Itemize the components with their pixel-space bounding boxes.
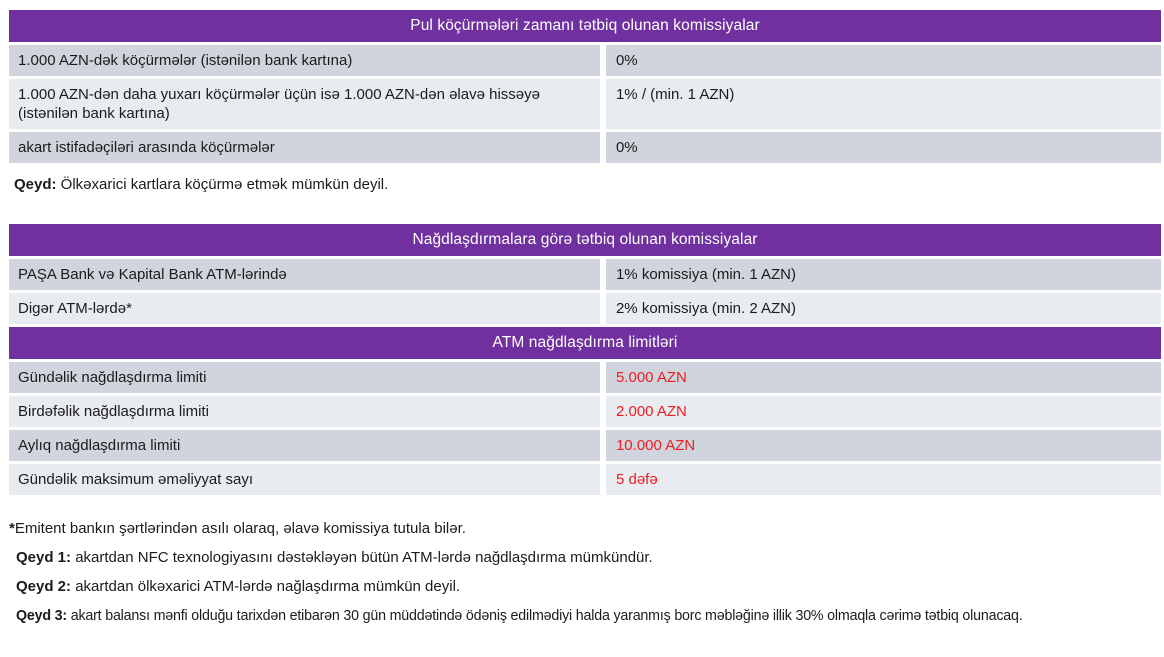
table-row [9,132,1161,163]
transfers-note-text: Ölkəxarici kartlara köçürmə etmək mümkün deyil. [56,176,389,193]
footnote-qeyd1-text: akartdan NFC texnologiyasını dəstəkləyən bütün ATM-lərdə nağdlaşdırma mümkündür. [71,549,653,566]
row-value: 0% [606,45,1161,76]
transfers-commission-table [9,10,1161,163]
table-row [9,362,1161,393]
limit-label: Birdəfəlik nağdlaşdırma limiti [9,396,600,427]
row-value: 0% [606,132,1161,163]
row-label: akart istifadəçiləri arasında köçürmələr [9,132,600,163]
footnote-qeyd1-label: Qeyd 1: [16,549,72,566]
footnote-qeyd2 [16,577,1161,596]
footnote-qeyd1 [16,548,1161,567]
cash-commission-table [9,224,1161,495]
row-label: 1.000 AZN-dən daha yuxarı köçürmələr üçün isə 1.000 AZN-dən əlavə hissəyə (istənilən bank kartına) [9,79,600,129]
table-row [9,396,1161,427]
footnote-qeyd3-label: Qeyd 3: [16,607,67,624]
limit-value: 5 dəfə [606,464,1161,495]
row-value: 1% / (min. 1 AZN) [606,79,1161,129]
row-label: Digər ATM-lərdə* [9,293,600,324]
spacer [9,194,1161,224]
limit-value: 10.000 AZN [606,430,1161,461]
cash-table-header: Nağdlaşdırmalara görə tətbiq olunan komissiyalar [9,224,1161,256]
table-row [9,259,1161,290]
transfers-table-header: Pul köçürmələri zamanı tətbiq olunan komissiyalar [9,10,1161,42]
footnote-qeyd3 [16,606,1104,625]
footnotes-section [9,519,1161,625]
limit-label: Aylıq nağdlaşdırma limiti [9,430,600,461]
footnote-emitent-text: Emitent bankın şərtlərindən asılı olaraq, əlavə komissiya tutula bilər. [14,520,466,537]
footnote-emitent [9,519,1161,538]
limit-value: 2.000 AZN [606,396,1161,427]
limit-label: Gündəlik maksimum əməliyyat sayı [9,464,600,495]
footnote-qeyd3-text: akart balansı mənfi olduğu tarixdən etibarən 30 gün müddətində ödəniş edilmədiyi halda yaranmış borc məbləğinə illik 30% olmaqla cərimə tətbiq olunacaq. [66,607,1023,624]
transfers-note-label: Qeyd: [14,176,57,193]
limit-label: Gündəlik nağdlaşdırma limiti [9,362,600,393]
footnote-emitent-asterisk: * [9,520,15,537]
table-row [9,79,1161,129]
row-value: 1% komissiya (min. 1 AZN) [606,259,1161,290]
limit-value: 5.000 AZN [606,362,1161,393]
table-row [9,430,1161,461]
footnote-qeyd2-label: Qeyd 2: [16,578,72,595]
row-label: 1.000 AZN-dək köçürmələr (istənilən bank kartına) [9,45,600,76]
footnote-qeyd2-text: akartdan ölkəxarici ATM-lərdə nağlaşdırma mümkün deyil. [71,578,461,595]
table-row [9,293,1161,324]
table-row [9,45,1161,76]
transfers-note [14,175,1161,194]
table-row [9,464,1161,495]
atm-limits-header: ATM nağdlaşdırma limitləri [9,327,1161,359]
row-value: 2% komissiya (min. 2 AZN) [606,293,1161,324]
row-label: PAŞA Bank və Kapital Bank ATM-lərində [9,259,600,290]
